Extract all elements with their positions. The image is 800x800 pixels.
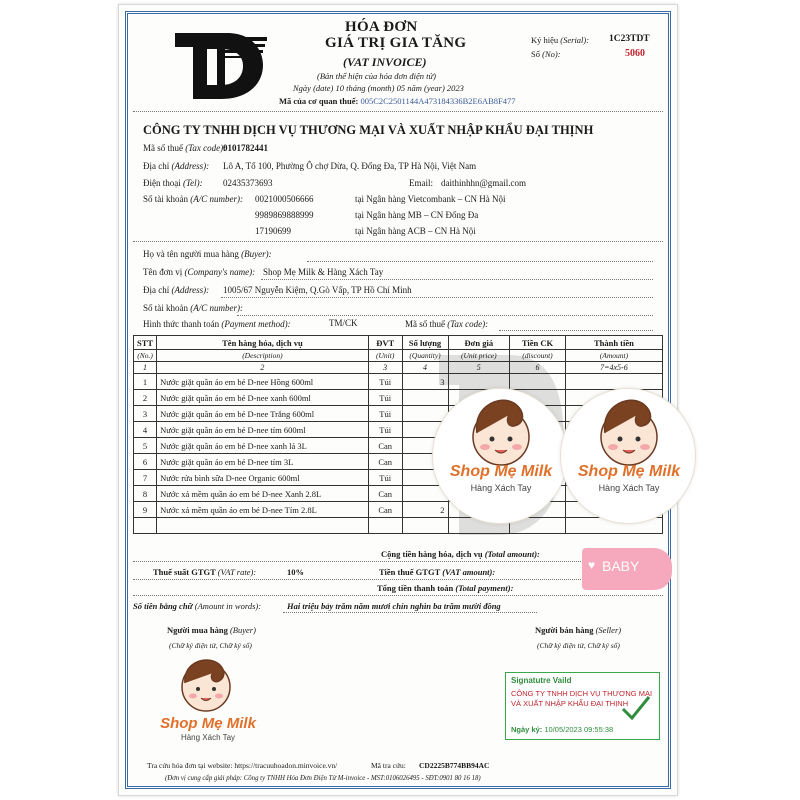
- table-row: [134, 374, 663, 390]
- checkmark-icon: [621, 695, 651, 721]
- baby-tag-sticker: [582, 548, 672, 590]
- table-row-empty: [134, 518, 663, 534]
- cell-no: 7: [134, 470, 157, 486]
- buyer-shop-name: Shop Mẹ Milk: [160, 715, 256, 732]
- cell-no: 2: [134, 390, 157, 406]
- cell-no: 6: [134, 454, 157, 470]
- number-field: Số (No):: [531, 49, 561, 59]
- buyer-account-label: Số tài khoản (A/C number):: [143, 303, 243, 313]
- cell-desc: Nước giặt quần áo em bé D-nee xanh 600ml: [157, 390, 369, 406]
- cell-desc: Nước giặt quần áo em bé D-nee xanh lá 3L: [157, 438, 369, 454]
- buyer-sign-label: Người mua hàng (Buyer): [167, 625, 256, 635]
- seller-account-label: Số tài khoản (A/C number):: [143, 194, 243, 204]
- cell-no: 3: [134, 406, 157, 422]
- baby-face-icon: [151, 653, 261, 715]
- cell-desc: Nước xả mềm quần áo em bé D-nee Tím 2.8L: [157, 502, 369, 518]
- company-logo: [169, 25, 269, 105]
- cell-amount: [565, 374, 662, 390]
- invoice-title-3: (VAT INVOICE): [343, 55, 427, 69]
- lookup-code-value: CD2225B774BB94AC: [419, 761, 490, 770]
- invoice-title-1: HÓA ĐƠN: [345, 19, 418, 35]
- cell-unit: Can: [368, 486, 402, 502]
- cell-desc: Nước giặt quần áo em bé D-nee tím 600ml: [157, 422, 369, 438]
- provider-note: (Đơn vị cung cấp giải pháp: Công ty TNHH Hóa Đơn Điện Tử M-invoice - MST:0106026495 - SĐT:0901 80 16 18): [165, 775, 481, 782]
- baby-face-icon: [589, 395, 669, 467]
- seller-account-1: 0021000506666: [255, 194, 314, 204]
- cell-qty: [402, 390, 448, 406]
- invoice-title-2: GIÁ TRỊ GIA TĂNG: [325, 35, 467, 51]
- seller-phone-label: Điện thoại (Tel):: [143, 178, 203, 188]
- serial-value: 1C23TDT: [609, 34, 650, 44]
- seller-tax-value: 0101782441: [223, 143, 268, 153]
- vat-amount-label: Tiền thuế GTGT (VAT amount):: [379, 567, 496, 577]
- cell-desc: Nước xả mềm quần áo em bé D-nee Xanh 2.8L: [157, 486, 369, 502]
- col-header-disc: Tiền CK: [510, 336, 566, 350]
- seller-address-value: Lô A, Tổ 100, Phường Ô chợ Dừa, Q. Đống Đa, TP Hà Nội, Việt Nam: [223, 161, 477, 171]
- cell-qty: [402, 406, 448, 422]
- seller-address-label: Địa chỉ (Address):: [143, 161, 210, 171]
- seller-bank-2: tại Ngân hàng MB – CN Đống Đa: [355, 210, 479, 220]
- col-header-no: STT: [134, 336, 157, 350]
- lookup-code-label: Mã tra cứu:: [371, 761, 406, 770]
- lookup-line: Tra cứu hóa đơn tại website: https://tracuuhoadon.minvoice.vn/: [147, 761, 338, 770]
- seller-sign-note: (Chữ ký điện tử, Chữ ký số): [537, 641, 620, 650]
- invoice-subtitle: (Bản thể hiện của hóa đơn điện tử): [317, 71, 436, 81]
- cell-unit: Túi: [368, 390, 402, 406]
- buyer-payment-value: TM/CK: [329, 318, 358, 328]
- seller-tax-label: Mã số thuế (Tax code):: [143, 143, 227, 153]
- cell-unit: Túi: [368, 406, 402, 422]
- buyer-tax-label: Mã số thuế (Tax code):: [405, 319, 489, 329]
- total-goods-label: Cộng tiền hàng hóa, dịch vụ (Total amount):: [381, 549, 540, 559]
- cell-no: 9: [134, 502, 157, 518]
- table-index-row: 1 2 3 4 5 6 7=4x5-6: [134, 362, 663, 374]
- col-header-price: Đơn giá: [448, 336, 510, 350]
- buyer-company-value: Shop Mẹ Milk & Hàng Xách Tay: [263, 267, 384, 277]
- cell-no: 1: [134, 374, 157, 390]
- seller-bank-3: tại Ngân hàng ACB – CN Hà Nội: [355, 226, 476, 236]
- seller-email-label: Email:: [409, 178, 433, 188]
- seller-sign-label: Người bán hàng (Seller): [535, 625, 622, 635]
- sticker-2-shop-name: Shop Mẹ Milk: [577, 463, 681, 480]
- sticker-1-shop-name: Shop Mẹ Milk: [449, 463, 553, 480]
- shop-sticker-1: [432, 388, 568, 524]
- seller-account-3: 17190699: [255, 226, 291, 236]
- shop-sticker-2: [560, 388, 696, 524]
- buyer-company-label: Tên đơn vị (Company's name):: [143, 267, 256, 277]
- buyer-address-value: 1005/67 Nguyễn Kiệm, Q.Gò Vấp, TP Hồ Chí Minh: [223, 285, 412, 295]
- baby-tag-label: BABY: [602, 558, 640, 574]
- cell-qty: 2: [402, 502, 448, 518]
- sticker-1-tagline: Hàng Xách Tay: [470, 483, 532, 493]
- serial-field: Ký hiệu (Serial):: [531, 35, 590, 45]
- invoice-number: 5060: [625, 48, 645, 59]
- cell-unit: Túi: [368, 374, 402, 390]
- cell-desc: Nước giặt quần áo em bé D-nee Trắng 600ml: [157, 406, 369, 422]
- seller-email-value: daithinhhn@gmail.com: [441, 178, 527, 188]
- buyer-shop-stamp: [151, 653, 261, 745]
- amount-words-value: Hai triệu bảy trăm năm mươi chín nghìn ba trăm mười đồng: [287, 601, 501, 611]
- cell-no: 8: [134, 486, 157, 502]
- total-payment-label: Tổng tiền thanh toán (Total payment):: [377, 583, 514, 593]
- col-header-qty: Số lượng: [402, 336, 448, 350]
- cell-qty: 3: [402, 374, 448, 390]
- cell-unit: Can: [368, 438, 402, 454]
- sticker-2-tagline: Hàng Xách Tay: [598, 483, 660, 493]
- table-subheader-row: (No.) (Description) (Unit) (Quantity) (Unit price) (discount) (Amount): [134, 350, 663, 362]
- seller-phone-value: 02435373693: [223, 178, 273, 188]
- seller-bank-1: tại Ngân hàng Vietcombank – CN Hà Nội: [355, 194, 506, 204]
- cell-desc: Nước rửa bình sữa D-nee Organic 600ml: [157, 470, 369, 486]
- buyer-shop-tagline: Hàng Xách Tay: [180, 733, 236, 742]
- cell-no: 5: [134, 438, 157, 454]
- cell-unit: Can: [368, 454, 402, 470]
- cell-desc: Nước giặt quần áo em bé D-nee tím 3L: [157, 454, 369, 470]
- cell-unit: Túi: [368, 422, 402, 438]
- cell-disc: [510, 374, 566, 390]
- seller-name: CÔNG TY TNHH DỊCH VỤ THƯƠNG MẠI VÀ XUẤT NHẬP KHẨU ĐẠI THỊNH: [143, 123, 594, 137]
- tax-authority-code: Mã của cơ quan thuế: 005C2C2501144A473184336B2E6AB8F477: [279, 96, 516, 106]
- invoice-date: Ngày (date) 10 tháng (month) 05 năm (year) 2023: [293, 83, 464, 93]
- buyer-name-label: Họ và tên người mua hàng (Buyer):: [143, 249, 272, 259]
- signature-valid-box: Signatutre Vaild CÔNG TY TNHH DỊCH VỤ THƯƠNG MẠI VÀ XUẤT NHẬP KHẨU ĐẠI THỊNH Ngày ký: 10/05/2023 09:55:38: [505, 672, 660, 740]
- cell-unit: Túi: [368, 470, 402, 486]
- table-header-row: [134, 336, 663, 350]
- seller-account-2: 9989869888999: [255, 210, 314, 220]
- col-header-amount: Thành tiền: [565, 336, 662, 350]
- buyer-sign-note: (Chữ ký điện tử, Chữ ký số): [169, 641, 252, 650]
- heart-icon: ♥: [588, 558, 596, 572]
- amount-words-label: Số tiền bằng chữ (Amount in words):: [133, 601, 262, 611]
- vat-rate-value: 10%: [287, 567, 304, 577]
- baby-face-icon: [461, 395, 541, 467]
- buyer-payment-label: Hình thức thanh toán (Payment method):: [143, 319, 291, 329]
- col-header-unit: ĐVT: [368, 336, 402, 350]
- buyer-address-label: Địa chỉ (Address):: [143, 285, 210, 295]
- cell-no: 4: [134, 422, 157, 438]
- vat-rate-label: Thuế suất GTGT (VAT rate):: [153, 567, 257, 577]
- cell-unit: Can: [368, 502, 402, 518]
- cell-desc: Nước giặt quần áo em bé D-nee Hồng 600ml: [157, 374, 369, 390]
- col-header-desc: Tên hàng hóa, dịch vụ: [157, 336, 369, 350]
